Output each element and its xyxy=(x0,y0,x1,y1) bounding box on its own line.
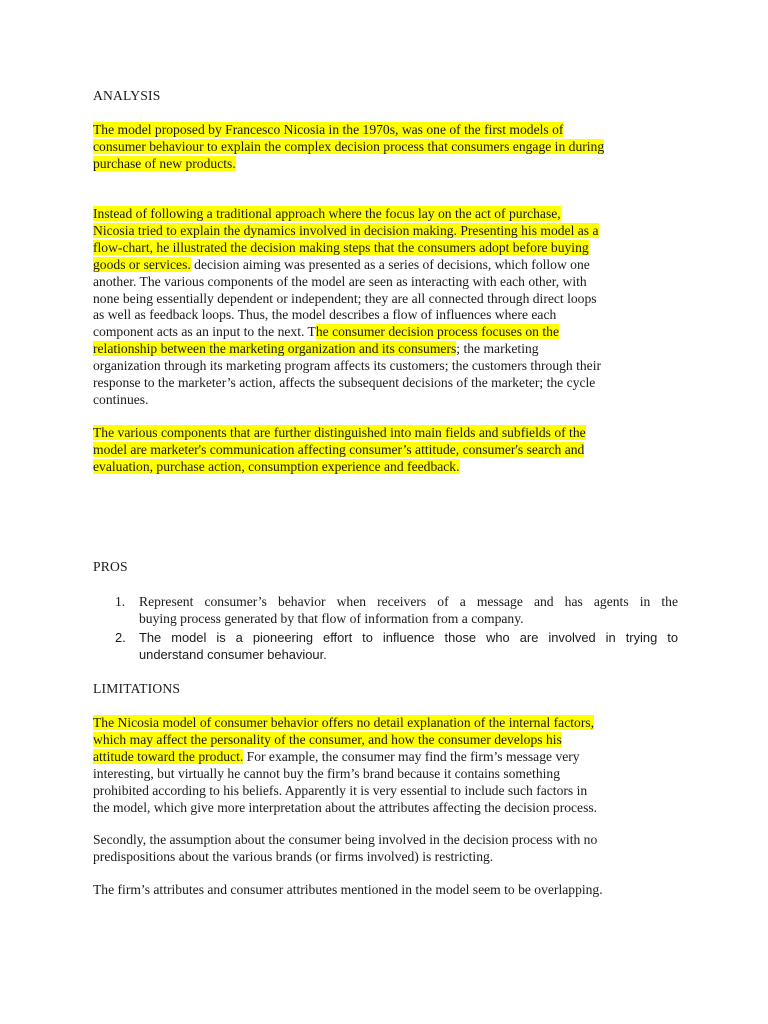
body-text: the model, which give more interpretation about the attributes affecting the decision process. xyxy=(93,799,598,815)
list-item-text: The model is a pioneering effort to influence those who are involved in trying to xyxy=(139,629,678,645)
highlighted-text: goods or services. xyxy=(93,256,191,272)
highlighted-text: attitude toward the product. xyxy=(93,748,244,764)
pros-list xyxy=(93,594,678,664)
limitations-paragraph-1 xyxy=(93,715,678,816)
limitations-paragraph-2 xyxy=(93,832,678,866)
body-text: prohibited according to his beliefs. Apparently it is very essential to include such factors in xyxy=(93,782,588,798)
highlighted-text: purchase of new products. xyxy=(93,155,236,171)
limitations-heading: LIMITATIONS xyxy=(93,681,181,696)
highlighted-text: The Nicosia model of consumer behavior offers no detail explanation of the internal factors, xyxy=(93,715,595,730)
highlighted-text: model are marketer's communication affecting consumer’s attitude, consumer's search and xyxy=(93,441,585,457)
pros-heading: PROS xyxy=(93,559,128,574)
highlighted-text: evaluation, purchase action, consumption experience and feedback. xyxy=(93,458,460,474)
highlighted-text: Instead of following a traditional approach where the focus lay on the act of purchase, xyxy=(93,206,561,221)
analysis-paragraph-1 xyxy=(93,122,678,173)
highlighted-text: consumer behaviour to explain the complex decision process that consumers engage in during xyxy=(93,138,605,154)
analysis-heading: ANALYSIS xyxy=(93,88,161,103)
highlighted-text: which may affect the personality of the consumer, and how the consumer develops his xyxy=(93,731,562,747)
highlighted-text: flow-chart, he illustrated the decision making steps that the consumers adopt before buying xyxy=(93,239,589,255)
body-text: ; the marketing xyxy=(456,341,539,357)
highlighted-text: he consumer decision process focuses on the xyxy=(315,324,559,340)
list-item-text: Represent consumer’s behavior when receivers of a message and has agents in the xyxy=(139,594,678,609)
list-item-text: buying process generated by that flow of information from a company. xyxy=(139,610,524,626)
list-item xyxy=(93,630,678,664)
body-text: response to the marketer’s action, affects the subsequent decisions of the marketer; the cycle xyxy=(93,375,596,391)
body-text: another. The various components of the model are seen as interacting with each other, with xyxy=(93,273,587,289)
highlighted-text: Nicosia tried to explain the dynamics involved in decision making. Presenting his model as a xyxy=(93,222,599,238)
highlighted-text: relationship between the marketing organization and its consumers xyxy=(93,341,457,357)
analysis-paragraph-3 xyxy=(93,425,678,476)
body-text: predispositions about the various brands (or firms involved) is restricting. xyxy=(93,848,494,864)
body-text: organization through its marketing program affects its customers; the customers through their xyxy=(93,358,602,374)
body-text: component acts as an input to the next. T xyxy=(93,324,316,340)
limitations-paragraph-3 xyxy=(93,882,678,899)
body-text: Secondly, the assumption about the consumer being involved in the decision process with no xyxy=(93,832,598,847)
body-text: continues. xyxy=(93,391,149,407)
body-text: as well as feedback loops. Thus, the model describes a flow of influences where each xyxy=(93,307,557,323)
analysis-paragraph-2 xyxy=(93,206,678,409)
body-text: interesting, but virtually he cannot buy the firm’s brand because it contains something xyxy=(93,765,560,781)
list-number: 2. xyxy=(115,629,126,645)
highlighted-text: The model proposed by Francesco Nicosia in the 1970s, was one of the first models of xyxy=(93,122,564,137)
list-item xyxy=(93,594,678,628)
highlighted-text: The various components that are further distinguished into main fields and subfields of the xyxy=(93,425,586,440)
body-text: The firm’s attributes and consumer attributes mentioned in the model seem to be overlapping. xyxy=(93,882,603,897)
body-text: decision aiming was presented as a series of decisions, which follow one xyxy=(190,256,590,272)
list-item-text: understand consumer behaviour. xyxy=(139,646,327,662)
body-text: For example, the consumer may find the firm’s message very xyxy=(243,748,580,764)
body-text: none being essentially dependent or independent; they are all connected through direct loops xyxy=(93,290,597,306)
list-number: 1. xyxy=(115,594,126,609)
